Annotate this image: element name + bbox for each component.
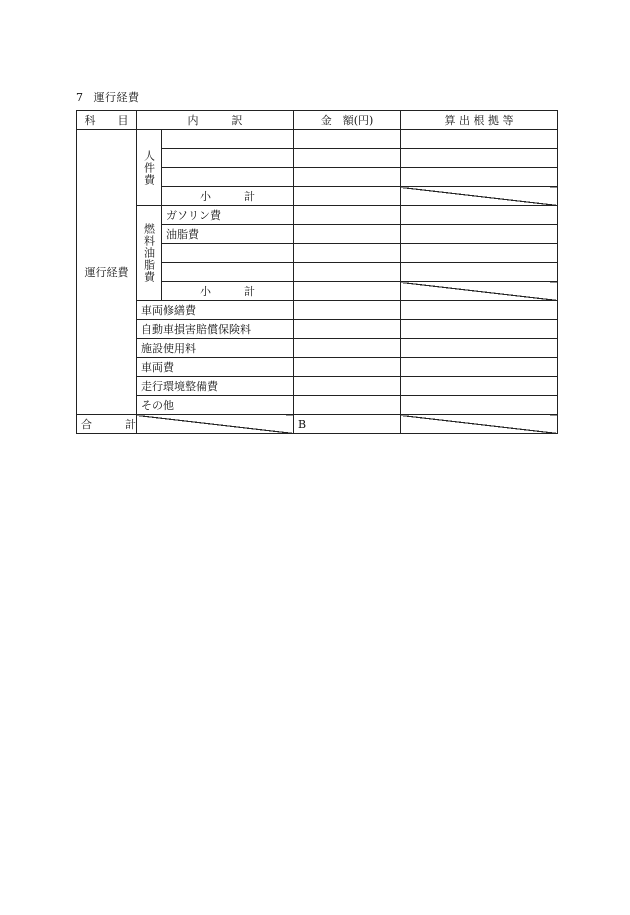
amount-cell [294, 225, 401, 244]
fuel-subtotal: 小 計 [162, 282, 294, 301]
basis-cell [401, 225, 558, 244]
table-row [77, 301, 558, 320]
section-number: 7 [76, 91, 84, 104]
total-basis-crossed [401, 415, 558, 434]
total-row [77, 415, 558, 434]
basis-cell [401, 263, 558, 282]
fuel-item: 油脂費 [162, 225, 294, 244]
section-title [76, 89, 140, 105]
basis-cell [401, 149, 558, 168]
amount-cell [294, 149, 401, 168]
table-row [77, 396, 558, 415]
basis-cell [401, 168, 558, 187]
personnel-item [162, 149, 294, 168]
item-label: 走行環境整備費 [137, 377, 294, 396]
basis-cell [401, 320, 558, 339]
amount-cell [294, 396, 401, 415]
amount-cell [294, 377, 401, 396]
fuel-item: ガソリン費 [162, 206, 294, 225]
amount-cell [294, 244, 401, 263]
amount-cell [294, 339, 401, 358]
personnel-label: 人件費 [137, 130, 162, 206]
header-row [77, 111, 558, 130]
fuel-item [162, 244, 294, 263]
table-row [77, 206, 558, 225]
table-row [77, 320, 558, 339]
basis-cell [401, 396, 558, 415]
basis-cell [401, 206, 558, 225]
fuel-item [162, 263, 294, 282]
item-label: 車両修繕費 [137, 301, 294, 320]
table-row [77, 130, 558, 149]
amount-cell [294, 282, 401, 301]
header-kamoku: 科 目 [77, 111, 137, 130]
operating-cost-table [76, 110, 558, 434]
amount-cell [294, 206, 401, 225]
header-uchiwake: 内 訳 [137, 111, 294, 130]
personnel-item [162, 168, 294, 187]
item-label: 施設使用料 [137, 339, 294, 358]
amount-cell [294, 358, 401, 377]
item-label: 自動車損害賠償保険料 [137, 320, 294, 339]
amount-cell [294, 301, 401, 320]
header-santei: 算 出 根 拠 等 [401, 111, 558, 130]
basis-cell [401, 244, 558, 263]
section-title-text: 運行経費 [93, 91, 140, 104]
total-amount: B [294, 415, 401, 434]
table-row [77, 358, 558, 377]
basis-cell [401, 358, 558, 377]
amount-cell [294, 130, 401, 149]
amount-cell [294, 168, 401, 187]
basis-cell-crossed [401, 187, 558, 206]
personnel-subtotal: 小 計 [162, 187, 294, 206]
basis-cell [401, 301, 558, 320]
amount-cell [294, 187, 401, 206]
table-row [77, 339, 558, 358]
header-kingaku: 金 額(円) [294, 111, 401, 130]
item-label: 車両費 [137, 358, 294, 377]
item-label: その他 [137, 396, 294, 415]
basis-cell [401, 339, 558, 358]
total-label: 合 計 [77, 415, 137, 434]
total-breakdown-crossed [137, 415, 294, 434]
fuel-label: 燃料油脂費 [137, 206, 162, 301]
basis-cell [401, 130, 558, 149]
personnel-item [162, 130, 294, 149]
table-row [77, 377, 558, 396]
category-cell: 運行経費 [77, 130, 137, 415]
amount-cell [294, 320, 401, 339]
basis-cell-crossed [401, 282, 558, 301]
amount-cell [294, 263, 401, 282]
basis-cell [401, 377, 558, 396]
